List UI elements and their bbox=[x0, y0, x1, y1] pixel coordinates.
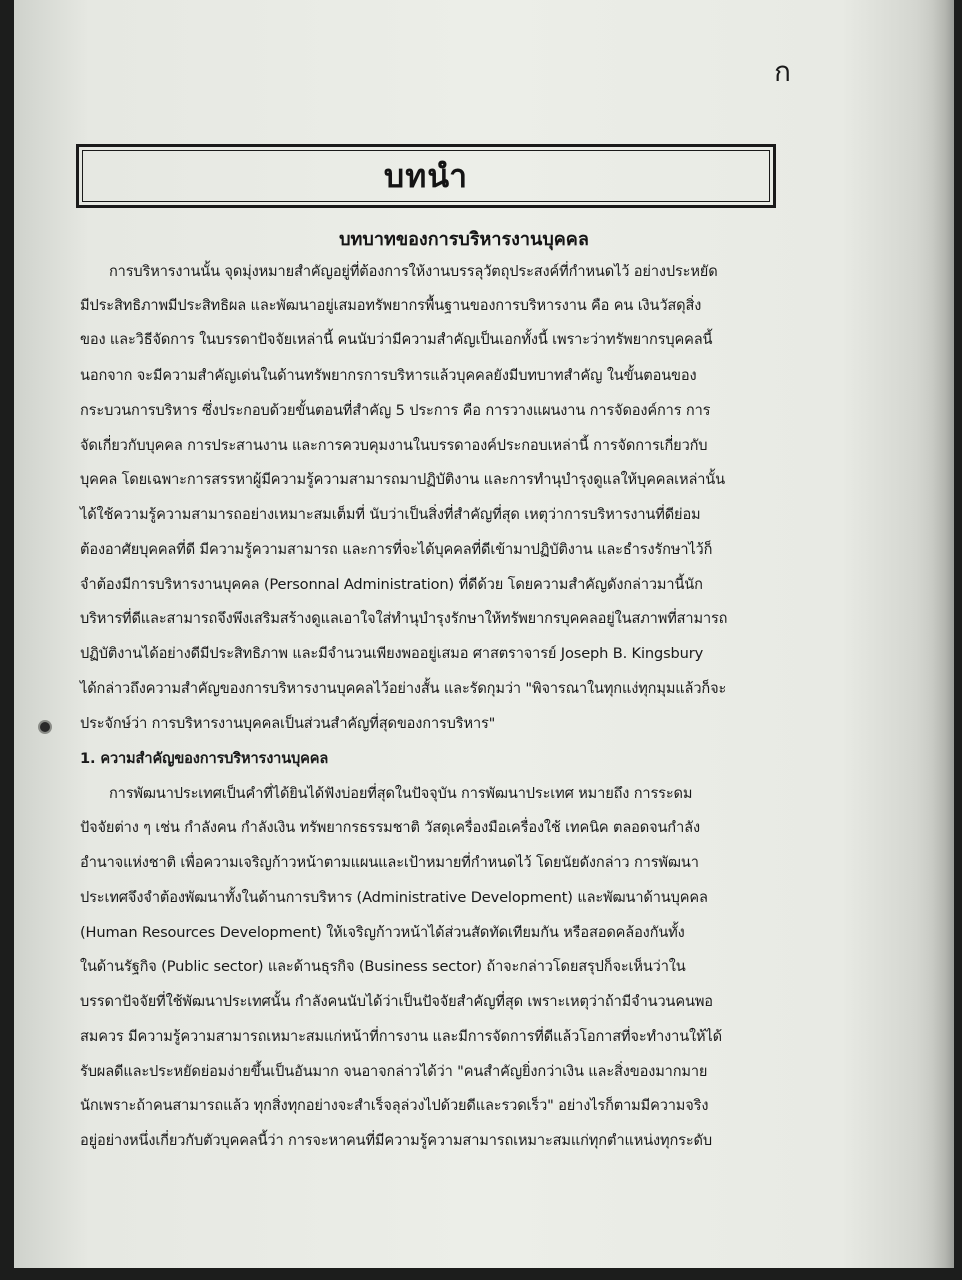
document-page bbox=[14, 0, 954, 1268]
paragraph-line: บริหารที่ดีและสามารถจึงพึงเสริมสร้างดูแลเอาใจใส่ทำนุบำรุงรักษาให้ทรัพยากรบุคคลอยู่ในสภาพที่สามารถ bbox=[80, 610, 728, 627]
page-number: ก bbox=[774, 55, 791, 88]
paragraph-line: บรรดาปัจจัยที่ใช้พัฒนาประเทศนั้น กำลังคนนับได้ว่าเป็นปัจจัยสำคัญที่สุด เพราะเหตุว่าถ้ามีจำนวนคนพอ bbox=[80, 993, 713, 1010]
paragraph-line: การบริหารงานนั้น จุดมุ่งหมายสำคัญอยู่ที่ต้องการให้งานบรรลุวัตถุประสงค์ที่กำหนดไว้ อย่างประหยัด bbox=[109, 263, 718, 280]
paragraph-line: ได้ใช้ความรู้ความสามารถอย่างเหมาะสมเต็มที่ นับว่าเป็นสิ่งที่สำคัญที่สุด เหตุว่าการบริหารงานที่ดีย่อม bbox=[80, 506, 701, 523]
paragraph-line: จำต้องมีการบริหารงานบุคคล (Personnal Administration) ที่ดีด้วย โดยความสำคัญดังกล่าวมานี้นัก bbox=[80, 576, 703, 593]
paragraph-line: ปฏิบัติงานได้อย่างดีมีประสิทธิภาพ และมีจำนวนเพียงพออยู่เสมอ ศาสตราจารย์ Joseph B. Kingsbury bbox=[80, 645, 704, 662]
chapter-title: บทนำ bbox=[383, 156, 469, 195]
paragraph-line: ของ และวิธีจัดการ ในบรรดาปัจจัยเหล่านี้ คนนับว่ามีความสำคัญเป็นเอกทั้งนี้ เพราะว่าทรัพยากรบุคคลนี้ bbox=[80, 331, 713, 348]
paragraph-line: ต้องอาศัยบุคคลที่ดี มีความรู้ความสามารถ และการที่จะได้บุคคลที่ดีเข้ามาปฏิบัติงาน และธำรงรักษาไว้ก็ bbox=[80, 541, 713, 558]
paragraph-line: อำนาจแห่งชาติ เพื่อความเจริญก้าวหน้าตามแผนและเป้าหมายที่กำหนดไว้ โดยนัยดังกล่าว การพัฒนา bbox=[80, 854, 699, 871]
paragraph-line: (Human Resources Development) ให้เจริญก้าวหน้าได้ส่วนสัดทัดเทียมกัน หรือสอดคล้องกันทั้ง bbox=[80, 924, 685, 941]
paragraph-line: ในด้านรัฐกิจ (Public sector) และด้านธุรกิจ (Business sector) ถ้าจะกล่าวโดยสรุปก็จะเห็นว่าใน bbox=[80, 958, 686, 975]
paragraph-line: กระบวนการบริหาร ซึ่งประกอบด้วยขั้นตอนที่สำคัญ 5 ประการ คือ การวางแผนงาน การจัดองค์การ การ bbox=[80, 402, 711, 419]
chapter-title-box bbox=[76, 144, 776, 208]
paragraph-line: ปัจจัยต่าง ๆ เช่น กำลังคน กำลังเงิน ทรัพยากรธรรมชาติ วัสดุเครื่องมือเครื่องใช้ เทคนิค ตลอดจนกำลัง bbox=[80, 819, 700, 836]
paragraph-line: มีประสิทธิภาพมีประสิทธิผล และพัฒนาอยู่เสมอทรัพยากรพื้นฐานของการบริหารงาน คือ คน เงินวัสดุสิ่ง bbox=[80, 297, 702, 314]
paragraph-line: บุคคล โดยเฉพาะการสรรหาผู้มีความรู้ความสามารถมาปฏิบัติงาน และการทำนุบำรุงดูแลให้บุคคลเหล่านั้น bbox=[80, 471, 725, 488]
paragraph-line: สมควร มีความรู้ความสามารถเหมาะสมแก่หน้าที่การงาน และมีการจัดการที่ดีแล้วโอกาสที่จะทำงานให้ได้ bbox=[80, 1028, 722, 1045]
section-title: บทบาทของการบริหารงานบุคคล bbox=[339, 229, 589, 250]
chapter-title-box-inner bbox=[82, 150, 770, 202]
binding-hole-icon bbox=[40, 722, 50, 732]
paragraph-line: อยู่อย่างหนึ่งเกี่ยวกับตัวบุคคลนี้ว่า การจะหาคนที่มีความรู้ความสามารถเหมาะสมแก่ทุกตำแหน่งทุกระดับ bbox=[80, 1132, 712, 1149]
paragraph-line: ได้กล่าวถึงความสำคัญของการบริหารงานบุคคลไว้อย่างสั้น และรัดกุมว่า "พิจารณาในทุกแง่ทุกมุมแล้วก็จะ bbox=[80, 680, 727, 697]
paragraph-line: นักเพราะถ้าคนสามารถแล้ว ทุกสิ่งทุกอย่างจะสำเร็จลุล่วงไปด้วยดีและรวดเร็ว" อย่างไรก็ตามมีความจริง bbox=[80, 1097, 709, 1114]
paragraph-line: รับผลดีและประหยัดย่อมง่ายขึ้นเป็นอันมาก จนอาจกล่าวได้ว่า "คนสำคัญยิ่งกว่าเงิน และสิ่งของมากมาย bbox=[80, 1063, 708, 1080]
paragraph-line: ประจักษ์ว่า การบริหารงานบุคคลเป็นส่วนสำคัญที่สุดของการบริหาร" bbox=[80, 715, 496, 732]
page-edge bbox=[932, 0, 954, 1268]
paragraph-line: ประเทศจึงจำต้องพัฒนาทั้งในด้านการบริหาร (Administrative Development) และพัฒนาด้านบุคคล bbox=[80, 889, 708, 906]
subsection-heading: 1. ความสำคัญของการบริหารงานบุคคล bbox=[80, 750, 329, 767]
paragraph-line: นอกจาก จะมีความสำคัญเด่นในด้านทรัพยากรการบริหารแล้วบุคคลยังมีบทบาทสำคัญ ในขั้นตอนของ bbox=[80, 367, 697, 384]
paragraph-line: การพัฒนาประเทศเป็นคำที่ได้ยินได้ฟังบ่อยที่สุดในปัจจุบัน การพัฒนาประเทศ หมายถึง การระดม bbox=[109, 785, 693, 802]
paragraph-line: จัดเกี่ยวกับบุคคล การประสานงาน และการควบคุมงานในบรรดาองค์ประกอบเหล่านี้ การจัดการเกี่ยวกับ bbox=[80, 437, 708, 454]
